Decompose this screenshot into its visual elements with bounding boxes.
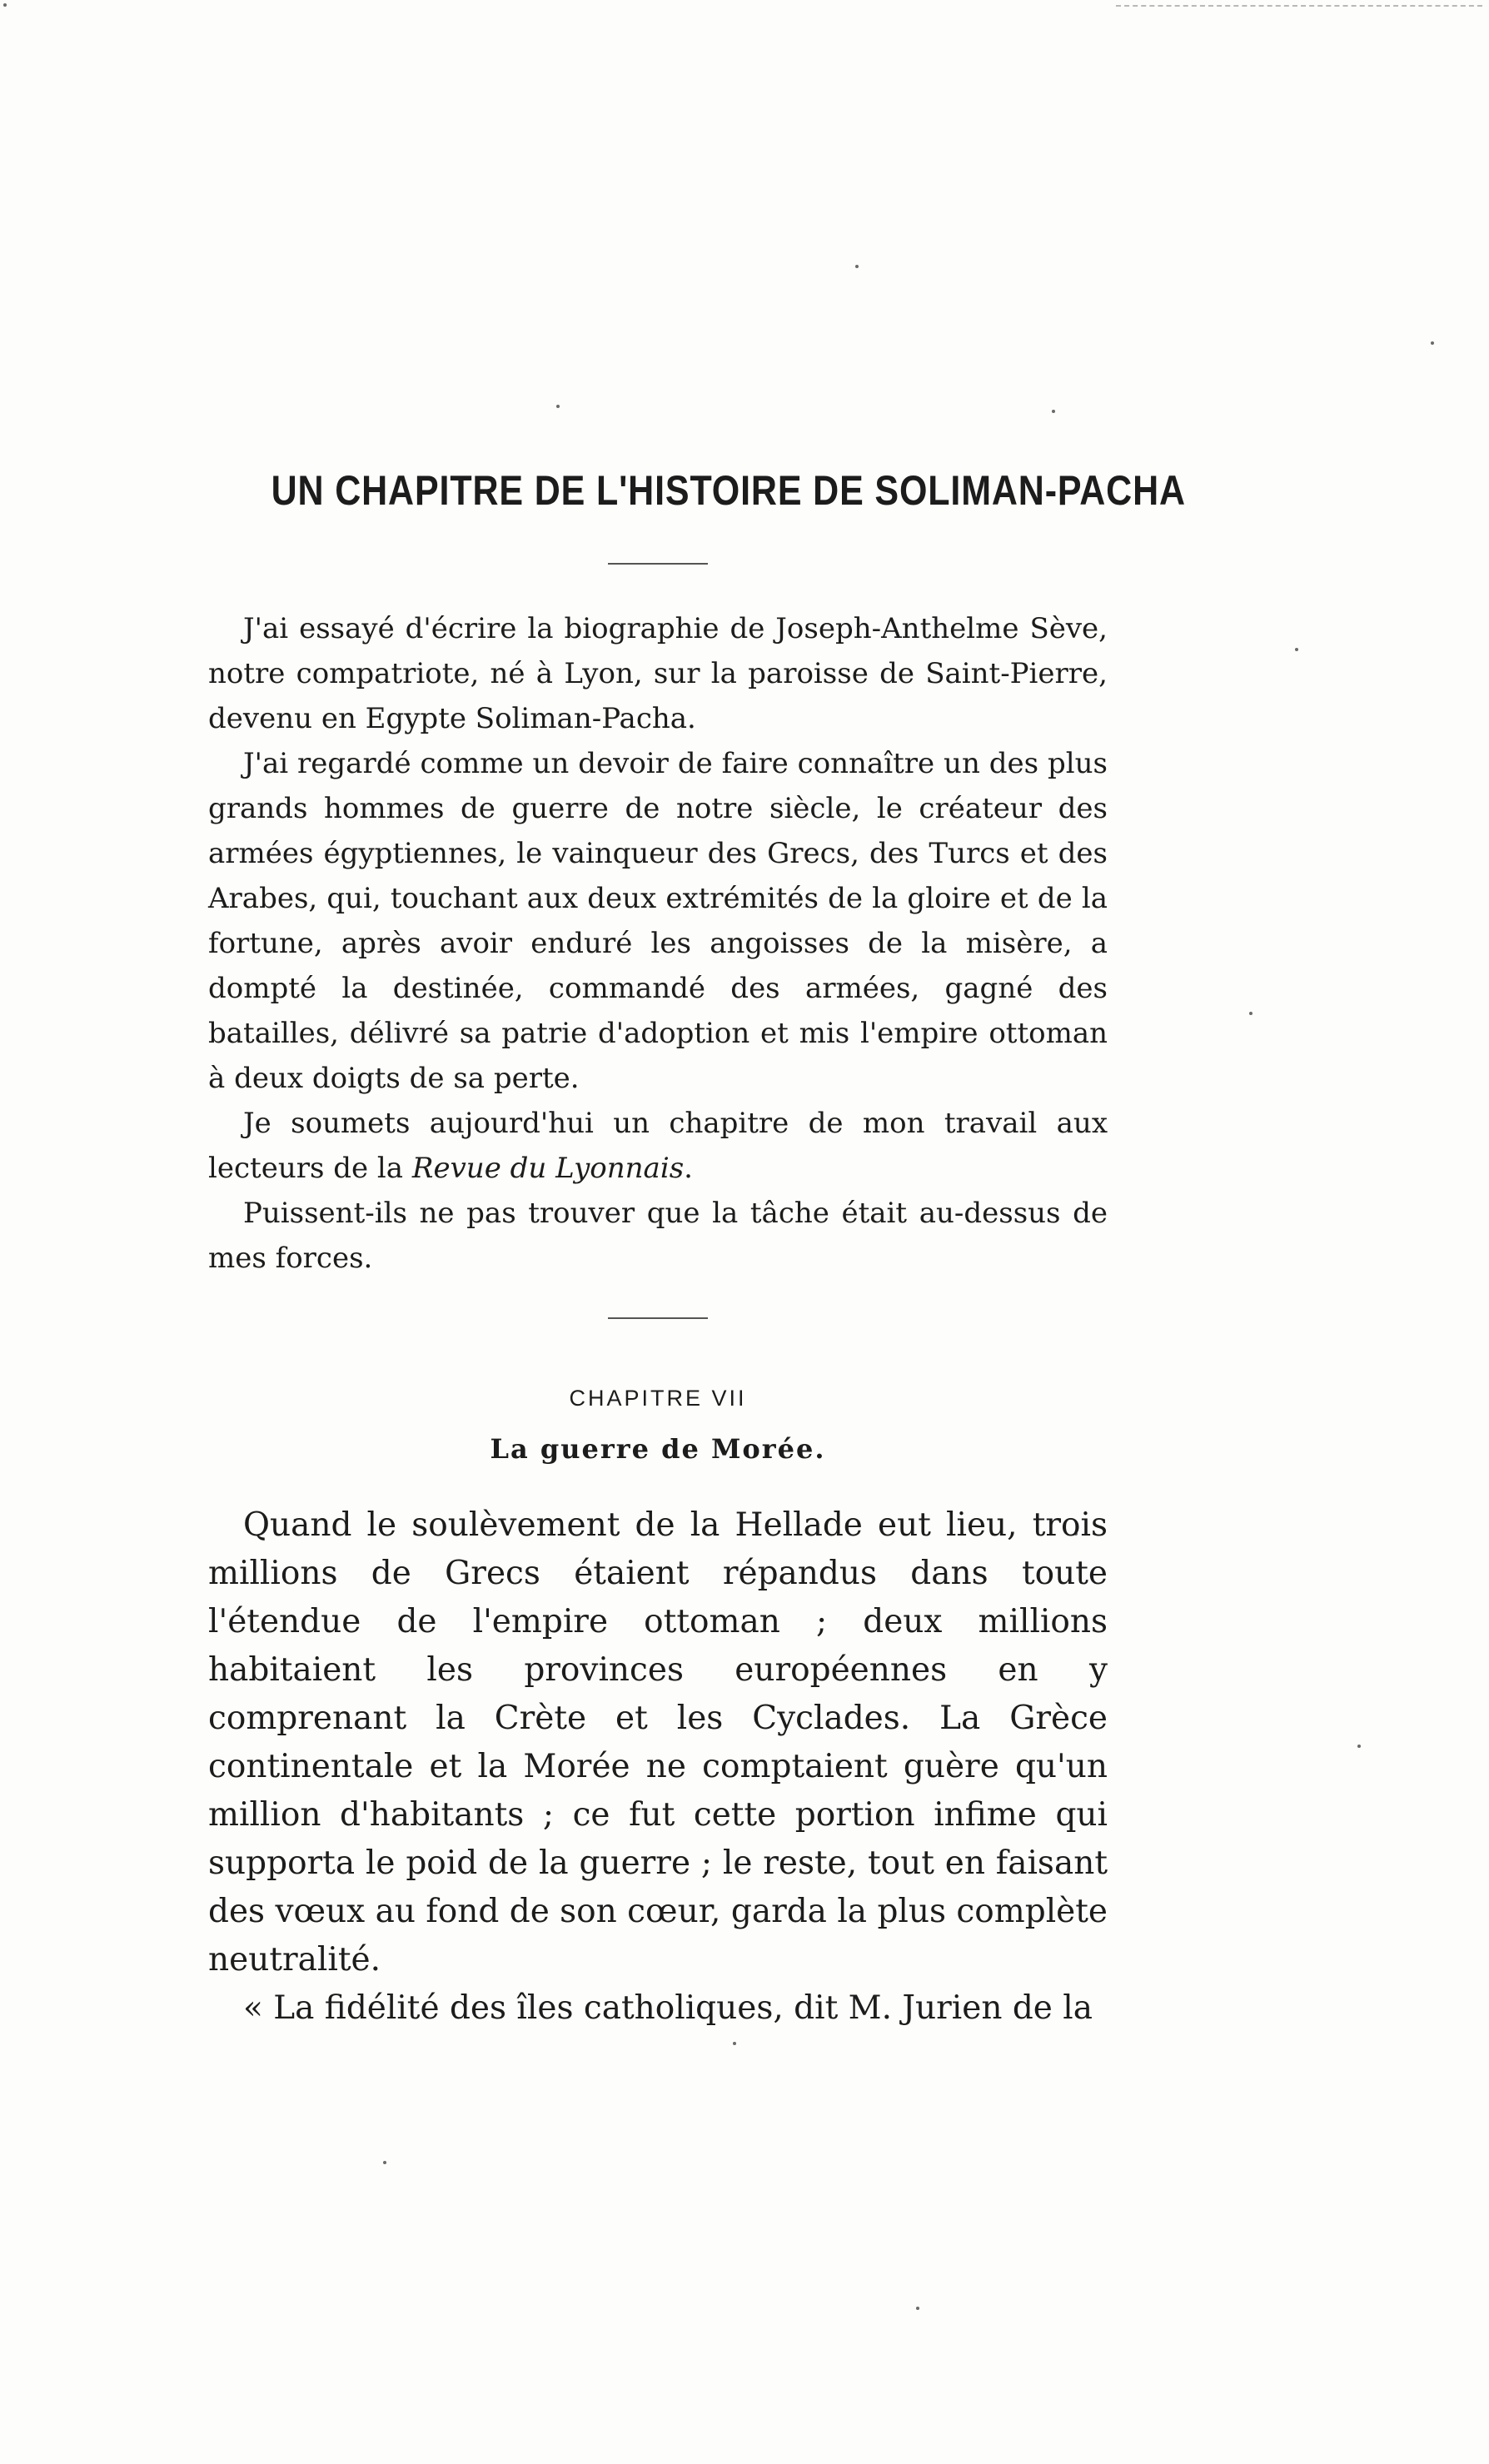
introduction	[208, 606, 1108, 1281]
article-column	[208, 466, 1186, 2033]
intro-paragraph-submission	[208, 1101, 1108, 1191]
intro-paragraph: J'ai regardé comme un devoir de faire connaître un des plus grands hommes de guerre de notre siècle, le créateur des armées égyptiennes, le vainqueur des Grecs, des Turcs et des Arabes, qui, touchant aux deux extrémités de la gloire et de la fortune, après avoir enduré les angoisses de la misère, a dompté la destinée, commandé des armées, gagné des batailles, délivré sa patrie d'adoption et mis l'empire ottoman à deux doigts de sa perte.	[208, 747, 1108, 1095]
submission-text: Je soumets aujourd'hui un chapitre de mon travail aux lecteurs de la	[208, 1107, 1108, 1185]
body-paragraph: « La fidélité des îles catholiques, dit M. Jurien de la	[243, 1989, 1093, 2027]
body-paragraph: Quand le soulèvement de la Hellade eut lieu, trois millions de Grecs étaient répandus dans toute l'étendue de l'empire ottoman ; deux millions habitaient les provinces européennes en y comprenant la Crète et les Cyclades. La Grèce continentale et la Morée ne comptaient guère qu'un million d'habitants ; ce fut cette portion infime qui supporta le poid de la guerre ; le reste, tout en faisant des vœux au fond de son cœur, garda la plus complète neutralité.	[208, 1506, 1108, 1979]
chapter-label: CHAPITRE VII	[569, 1386, 747, 1411]
intro-paragraph: Puissent-ils ne pas trouver que la tâche était au-dessus de mes forces.	[208, 1197, 1108, 1275]
section-separator	[608, 1317, 708, 1319]
intro-paragraph: J'ai essayé d'écrire la biographie de Joseph-Anthelme Sève, notre compatriote, né à Lyon, sur la paroisse de Saint-Pierre, devenu en Egypte Soliman-Pacha.	[208, 612, 1108, 735]
top-edge-rule	[1116, 5, 1482, 7]
title-separator	[608, 563, 708, 565]
chapter-title: La guerre de Morée.	[490, 1433, 826, 1465]
article-title: UN CHAPITRE DE L'HISTOIRE DE SOLIMAN-PACHA	[271, 467, 1186, 514]
journal-name: Revue du Lyonnais	[411, 1152, 685, 1185]
chapter-body	[208, 1501, 1108, 2033]
submission-end: .	[684, 1152, 693, 1185]
